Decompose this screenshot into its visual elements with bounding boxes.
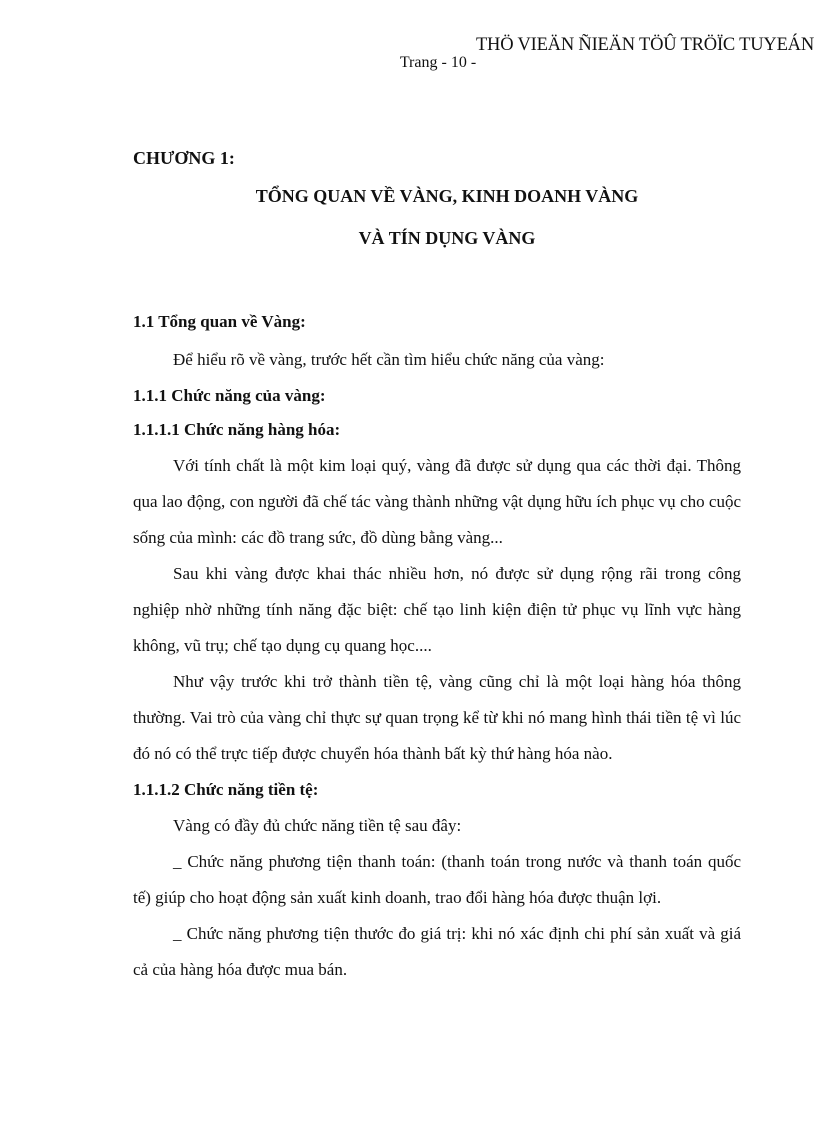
chapter-title-line-2: VÀ TÍN DỤNG VÀNG <box>358 228 536 248</box>
section-number: 1.1.1.2 <box>133 780 180 799</box>
paragraph-currency-intro: Vàng có đầy đủ chức năng tiền tệ sau đây: <box>173 816 462 835</box>
chapter-title-line-1: TỔNG QUAN VỀ VÀNG, KINH DOANH VÀNG <box>255 186 639 206</box>
library-watermark: THÖ VIEÄN ÑIEÄN TÖÛ TRÖÏC TUYEÁN <box>475 35 814 55</box>
page-body <box>133 146 741 988</box>
section-heading-1-1-1: 1.1.1 Chức năng của vàng: <box>133 386 326 405</box>
paragraph-commodity-1: Với tính chất là một kim loại quý, vàng đã được sử dụng qua các thời đại. Thông qua lao động, con người đã chế tác vàng thành những vật dụng hữu ích phục vụ cho cuộc sống của mình: các đồ trang sức, đồ dùng bằng vàng... <box>133 456 741 547</box>
section-title: Chức năng tiền tệ: <box>184 780 319 799</box>
chapter-label: CHƯƠNG 1: <box>133 148 235 168</box>
section-heading-1-1-1-1: 1.1.1.1 Chức năng hàng hóa: <box>133 420 341 439</box>
section-heading-1-1: 1.1 Tổng quan về Vàng: <box>133 312 306 331</box>
section-heading-1-1-1-2 <box>133 778 741 802</box>
paragraph-commodity-2: Sau khi vàng được khai thác nhiều hơn, nó được sử dụng rộng rãi trong công nghiệp nhờ những tính năng đặc biệt: chế tạo linh kiện điện tử phục vụ lĩnh vực hàng không, vũ trụ; chế tạo dụng cụ quang học.... <box>133 564 741 655</box>
paragraph-measure-function: _ Chức năng phương tiện thước đo giá trị: khi nó xác định chi phí sản xuất và giá cả của hàng hóa được mua bán. <box>133 924 741 979</box>
page-number: Trang - 10 - <box>399 54 477 71</box>
paragraph-commodity-3: Như vậy trước khi trở thành tiền tệ, vàng cũng chỉ là một loại hàng hóa thông thường. Vai trò của vàng chỉ thực sự quan trọng kể từ khi nó mang hình thái tiền tệ vì lúc đó nó có thể trực tiếp được chuyển hóa thành bất kỳ thứ hàng hóa nào. <box>133 672 741 763</box>
section-intro-paragraph: Để hiểu rõ về vàng, trước hết cần tìm hiểu chức năng của vàng: <box>173 350 605 369</box>
paragraph-payment-function: _ Chức năng phương tiện thanh toán: (thanh toán trong nước và thanh toán quốc tế) giúp cho hoạt động sản xuất kinh doanh, trao đổi hàng hóa được thuận lợi. <box>133 852 741 907</box>
